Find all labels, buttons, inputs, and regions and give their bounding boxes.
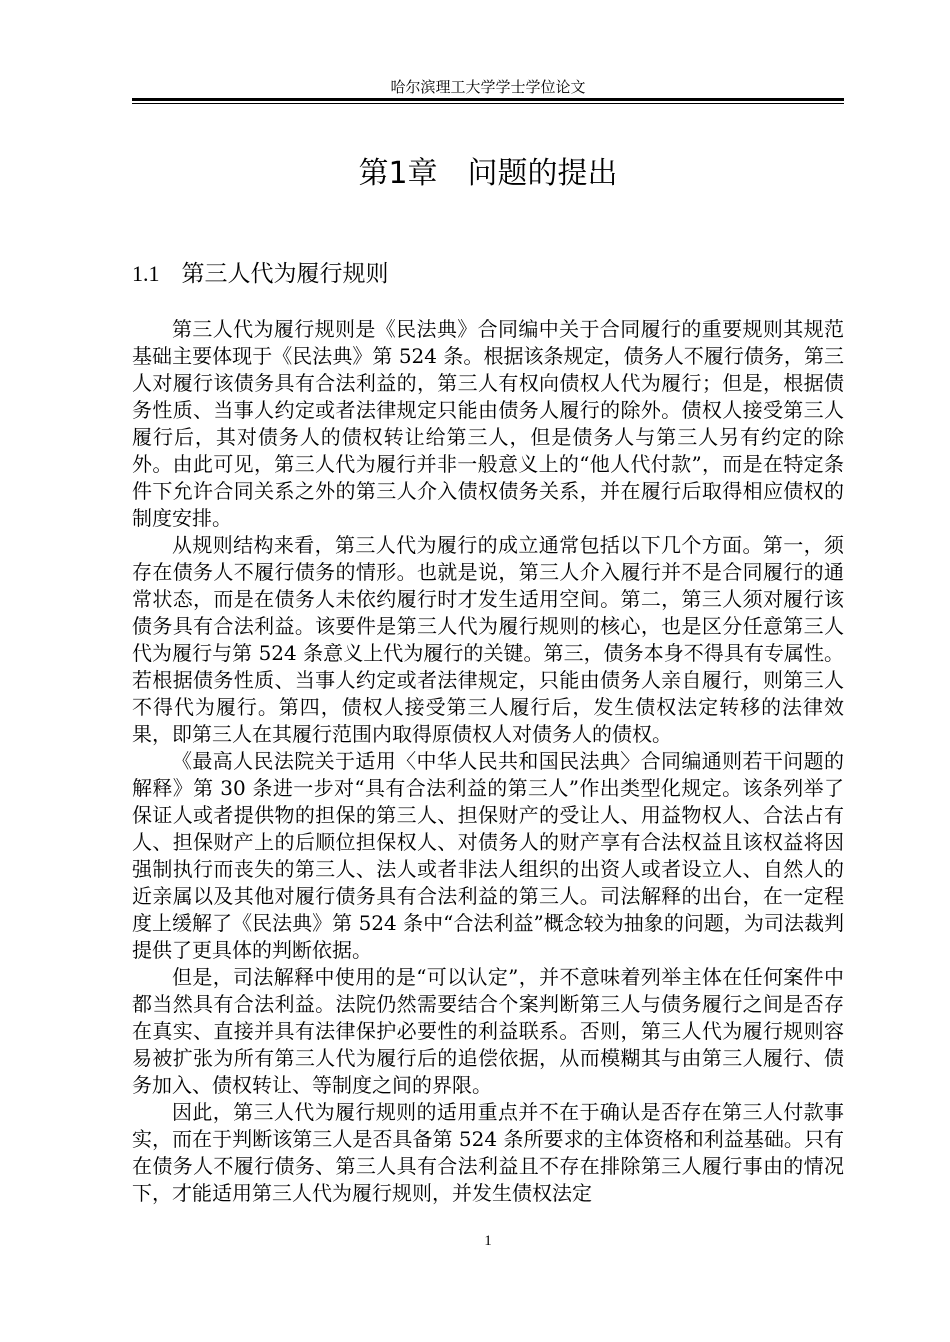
header-rule-thick bbox=[132, 98, 844, 101]
running-header: 哈尔滨理工大学学士学位论文 bbox=[390, 78, 586, 96]
header-rule-thin bbox=[132, 103, 844, 104]
chapter-title bbox=[132, 152, 844, 196]
paragraph: 因此，第三人代为履行规则的适用重点并不在于确认是否存在第三人付款事实，而在于判断该第三人是否具备第 524 条所要求的主体资格和利益基础。只有在债务人不履行债务、第三人具有合法利益且不存在排除第三人履行事由的情况下，才能适用第三人代为履行规则，并发生债权法定 bbox=[132, 1100, 844, 1205]
page-number: 1 bbox=[484, 1233, 492, 1249]
section-heading bbox=[132, 256, 389, 292]
paragraph: 《最高人民法院关于适用〈中华人民共和国民法典〉合同编通则若干问题的解释》第 30 条进一步对“具有合法利益的第三人”作出类型化规定。该条列举了保证人或者提供物的担保的第三人、担保财产的受让人、用益物权人、合法占有人、担保财产上的后顺位担保权人、对债务人的财产享有合法权益且该权益将因强制执行而丧失的第三人、法人或者非法人组织的出资人或者设立人、自然人的近亲属以及其他对履行债务具有合法利益的第三人。司法解释的出台，在一定程度上缓解了《民法典》第 524 条中“合法利益”概念较为抽象的问题，为司法裁判提供了更具体的判断依据。 bbox=[132, 749, 844, 962]
chapter-name: 问题的提出 bbox=[467, 156, 618, 191]
paragraph: 第三人代为履行规则是《民法典》合同编中关于合同履行的重要规则其规范基础主要体现于《民法典》第 524 条。根据该条规定，债务人不履行债务，第三人对履行该债务具有合法利益的，第三人有权向债权人代为履行；但是，根据债务性质、当事人约定或者法律规定只能由债务人履行的除外。债权人接受第三人履行后，其对债务人的债权转让给第三人，但是债务人与第三人另有约定的除外。由此可见，第三人代为履行并非一般意义上的“他人代付款”，而是在特定条件下允许合同关系之外的第三人介入债权债务关系，并在履行后取得相应债权的制度安排。 bbox=[132, 317, 844, 530]
chapter-number: 第1章 bbox=[358, 156, 438, 191]
section-number: 1.1 bbox=[132, 261, 160, 286]
paragraph: 从规则结构来看，第三人代为履行的成立通常包括以下几个方面。第一，须存在债务人不履行债务的情形。也就是说，第三人介入履行并不是合同履行的通常状态，而是在债务人未依约履行时才发生适用空间。第二，第三人须对履行该债务具有合法利益。该要件是第三人代为履行规则的核心，也是区分任意第三人代为履行与第 524 条意义上代为履行的关键。第三，债务本身不得具有专属性。若根据债务性质、当事人约定或者法律规定，只能由债务人亲自履行，则第三人不得代为履行。第四，债权人接受第三人履行后，发生债权法定转移的法律效果，即第三人在其履行范围内取得原债权人对债务人的债权。 bbox=[132, 533, 844, 746]
paragraph: 但是，司法解释中使用的是“可以认定”，并不意味着列举主体在任何案件中都当然具有合法利益。法院仍然需要结合个案判断第三人与债务履行之间是否存在真实、直接并具有法律保护必要性的利益联系。否则，第三人代为履行规则容易被扩张为所有第三人代为履行后的追偿依据，从而模糊其与由第三人履行、债务加入、债权转让、等制度之间的界限。 bbox=[132, 965, 844, 1097]
section-title: 第三人代为履行规则 bbox=[181, 261, 389, 287]
body-text bbox=[132, 316, 844, 1207]
